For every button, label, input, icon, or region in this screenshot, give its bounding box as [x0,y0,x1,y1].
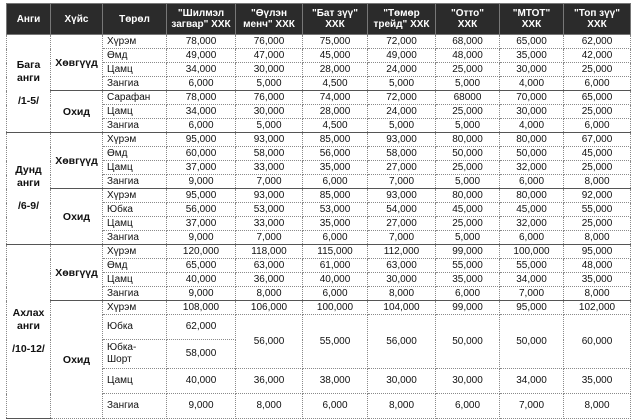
price-cell: 34,000 [167,63,236,77]
price-cell: 6,000 [303,175,368,189]
item-type: Зангиа [103,231,167,245]
price-cell: 35,000 [564,369,631,394]
price-cell: 30,000 [368,273,436,287]
price-cell: 30,000 [236,105,303,119]
header-company: "Топ зүү" ХХК [564,4,631,35]
price-cell: 55,000 [436,259,500,273]
price-cell: 45,000 [500,203,564,217]
price-cell: 9,000 [167,231,236,245]
item-type: Цамц [103,273,167,287]
price-cell: 37,000 [167,217,236,231]
table-row [7,91,631,105]
price-cell: 25,000 [564,63,631,77]
price-cell: 49,000 [368,49,436,63]
price-cell: 5,000 [236,77,303,91]
price-cell: 36,000 [236,273,303,287]
price-cell: 37,000 [167,161,236,175]
header-company: "МТОТ" ХХК [500,4,564,35]
price-cell: 40,000 [167,273,236,287]
price-cell: 27,000 [368,217,436,231]
price-cell: 106,000 [236,301,303,315]
price-cell: 45,000 [303,49,368,63]
price-cell: 47,000 [236,49,303,63]
price-cell: 6,000 [564,77,631,91]
price-cell: 53,000 [303,203,368,217]
price-cell: 30,000 [500,63,564,77]
price-cell: 8,000 [564,231,631,245]
price-cell: 95,000 [167,189,236,203]
price-cell: 78,000 [167,35,236,49]
price-cell: 28,000 [303,63,368,77]
item-type: Хүрэм [103,35,167,49]
header-company: "Шилмэл загвар" ХХК [167,4,236,35]
price-cell: 25,000 [436,63,500,77]
item-type: Өмд [103,259,167,273]
price-cell: 5,000 [436,77,500,91]
price-cell: 95,000 [500,301,564,315]
price-cell: 25,000 [436,161,500,175]
price-cell: 30,000 [500,105,564,119]
price-cell: 76,000 [236,91,303,105]
price-cell: 8,000 [368,394,436,419]
price-cell: 5,000 [368,77,436,91]
gender-label: Охид [51,189,103,245]
price-cell: 63,000 [368,259,436,273]
table-row [7,301,631,315]
price-cell: 4,500 [303,77,368,91]
price-cell: 24,000 [368,63,436,77]
header-type: Төрөл [103,4,167,35]
price-cell: 34,000 [167,105,236,119]
price-cell: 78,000 [167,91,236,105]
price-cell: 120,000 [167,245,236,259]
price-cell: 95,000 [167,133,236,147]
price-cell: 68,000 [436,35,500,49]
price-cell: 4,000 [500,77,564,91]
price-cell: 8,000 [564,394,631,419]
price-cell: 93,000 [236,189,303,203]
price-cell: 50,000 [500,315,564,369]
item-type: Хүрэм [103,133,167,147]
price-cell: 6,000 [564,119,631,133]
price-cell: 72,000 [368,35,436,49]
price-cell: 60,000 [564,315,631,369]
item-type: Цамц [103,161,167,175]
price-cell: 118,000 [236,245,303,259]
price-cell: 65,000 [500,35,564,49]
price-cell: 108,000 [167,301,236,315]
price-cell: 95,000 [564,245,631,259]
price-cell: 33,000 [236,217,303,231]
price-cell: 30,000 [368,369,436,394]
gender-label: Хөвгүүд [51,133,103,189]
price-cell: 5,000 [236,119,303,133]
price-cell: 8,000 [236,394,303,419]
grade-label: Ахлах анги /10-12/ [7,245,51,419]
price-cell: 25,000 [564,161,631,175]
price-cell: 67,000 [564,133,631,147]
price-cell: 62,000 [167,315,236,340]
price-cell: 34,000 [500,273,564,287]
item-type: Хүрэм [103,301,167,315]
price-cell: 25,000 [436,105,500,119]
price-cell: 80,000 [436,189,500,203]
price-cell: 38,000 [303,369,368,394]
price-cell: 100,000 [303,301,368,315]
grade-label: Бага анги /1-5/ [7,35,51,133]
item-type: Цамц [103,369,167,394]
price-cell: 40,000 [167,369,236,394]
price-cell: 42,000 [564,49,631,63]
price-cell: 62,000 [564,35,631,49]
price-cell: 56,000 [368,315,436,369]
price-cell: 7,000 [368,175,436,189]
header-company: "Төмөр трейд" ХХК [368,4,436,35]
price-cell: 9,000 [167,394,236,419]
item-type: Цамц [103,63,167,77]
item-type: Юбка [103,315,167,340]
price-cell: 7,000 [500,394,564,419]
price-cell: 68000 [436,91,500,105]
price-cell: 6,000 [303,394,368,419]
price-cell: 9,000 [167,287,236,301]
price-cell: 55,000 [303,315,368,369]
price-cell: 49,000 [167,49,236,63]
header-company: "Отто" ХХК [436,4,500,35]
price-cell: 35,000 [500,49,564,63]
price-cell: 58,000 [236,147,303,161]
price-cell: 80,000 [500,133,564,147]
header-gender: Хүйс [51,4,103,35]
item-type: Зангиа [103,175,167,189]
price-cell: 30,000 [236,63,303,77]
price-cell: 53,000 [236,203,303,217]
price-cell: 58,000 [368,147,436,161]
price-cell: 56,000 [236,315,303,369]
price-cell: 32,000 [500,217,564,231]
price-cell: 36,000 [236,369,303,394]
price-cell: 55,000 [500,259,564,273]
header-company: "Бат зүү" ХХК [303,4,368,35]
price-cell: 115,000 [303,245,368,259]
price-cell: 100,000 [500,245,564,259]
grade-label: Дунд анги /6-9/ [7,133,51,245]
price-cell: 75,000 [303,35,368,49]
item-type: Хүрэм [103,245,167,259]
price-cell: 25,000 [564,105,631,119]
price-cell: 48,000 [436,49,500,63]
price-cell: 6,000 [500,175,564,189]
header-company: "Өүлэн менч" ХХК [236,4,303,35]
price-cell: 80,000 [500,189,564,203]
price-cell: 65,000 [167,259,236,273]
price-cell: 35,000 [303,161,368,175]
price-cell: 85,000 [303,133,368,147]
price-cell: 99,000 [436,245,500,259]
price-cell: 45,000 [564,147,631,161]
price-cell: 5,000 [436,175,500,189]
item-type: Цамц [103,217,167,231]
price-cell: 5,000 [436,119,500,133]
price-cell: 9,000 [167,175,236,189]
price-cell: 7,000 [236,231,303,245]
price-cell: 4,000 [500,119,564,133]
price-cell: 74,000 [303,91,368,105]
price-cell: 8,000 [564,287,631,301]
item-type: Хүрэм [103,189,167,203]
price-cell: 60,000 [167,147,236,161]
price-cell: 80,000 [436,133,500,147]
gender-label: Хөвгүүд [51,35,103,91]
price-cell: 93,000 [368,189,436,203]
table-row [7,245,631,259]
price-cell: 30,000 [436,369,500,394]
price-cell: 8,000 [564,175,631,189]
price-cell: 35,000 [564,273,631,287]
price-cell: 54,000 [368,203,436,217]
price-cell: 40,000 [303,273,368,287]
price-cell: 8,000 [368,287,436,301]
price-cell: 7,000 [368,231,436,245]
item-type: Юбка [103,203,167,217]
price-cell: 6,000 [500,231,564,245]
price-cell: 25,000 [564,217,631,231]
price-cell: 33,000 [236,161,303,175]
price-cell: 48,000 [564,259,631,273]
item-type: Өмд [103,147,167,161]
price-cell: 35,000 [436,273,500,287]
item-type: Юбка- Шорт [103,340,167,369]
price-cell: 6,000 [303,287,368,301]
price-cell: 58,000 [167,340,236,369]
price-cell: 34,000 [500,369,564,394]
item-type: Зангиа [103,119,167,133]
price-cell: 50,000 [436,147,500,161]
price-cell: 112,000 [368,245,436,259]
price-cell: 65,000 [564,91,631,105]
price-cell: 93,000 [368,133,436,147]
price-cell: 56,000 [167,203,236,217]
price-cell: 50,000 [500,147,564,161]
gender-label: Охид [51,301,103,419]
price-cell: 6,000 [167,77,236,91]
gender-label: Хөвгүүд [51,245,103,301]
item-type: Зангиа [103,77,167,91]
price-cell: 61,000 [303,259,368,273]
price-cell: 85,000 [303,189,368,203]
price-cell: 104,000 [368,301,436,315]
item-type: Өмд [103,49,167,63]
item-type: Цамц [103,105,167,119]
price-cell: 6,000 [436,287,500,301]
item-type: Зангиа [103,287,167,301]
table-row [7,133,631,147]
price-cell: 5,000 [436,231,500,245]
table-body [7,35,631,419]
price-cell: 76,000 [236,35,303,49]
item-type: Сарафан [103,91,167,105]
price-cell: 35,000 [303,217,368,231]
header-row [7,4,631,35]
table-row [7,35,631,49]
price-cell: 6,000 [436,394,500,419]
price-cell: 92,000 [564,189,631,203]
table-row [7,189,631,203]
price-cell: 8,000 [236,287,303,301]
header-grade: Анги [7,4,51,35]
price-cell: 72,000 [368,91,436,105]
price-cell: 56,000 [303,147,368,161]
price-cell: 7,000 [236,175,303,189]
price-cell: 93,000 [236,133,303,147]
item-type: Зангиа [103,394,167,419]
price-cell: 28,000 [303,105,368,119]
price-cell: 24,000 [368,105,436,119]
price-cell: 55,000 [564,203,631,217]
price-cell: 99,000 [436,301,500,315]
price-cell: 50,000 [436,315,500,369]
price-cell: 32,000 [500,161,564,175]
price-cell: 6,000 [167,119,236,133]
price-cell: 7,000 [500,287,564,301]
price-cell: 45,000 [436,203,500,217]
gender-label: Охид [51,91,103,133]
price-cell: 63,000 [236,259,303,273]
price-cell: 102,000 [564,301,631,315]
price-cell: 6,000 [303,231,368,245]
price-cell: 70,000 [500,91,564,105]
price-cell: 5,000 [368,119,436,133]
price-cell: 27,000 [368,161,436,175]
price-cell: 4,500 [303,119,368,133]
uniform-price-table [6,3,631,419]
price-cell: 25,000 [436,217,500,231]
